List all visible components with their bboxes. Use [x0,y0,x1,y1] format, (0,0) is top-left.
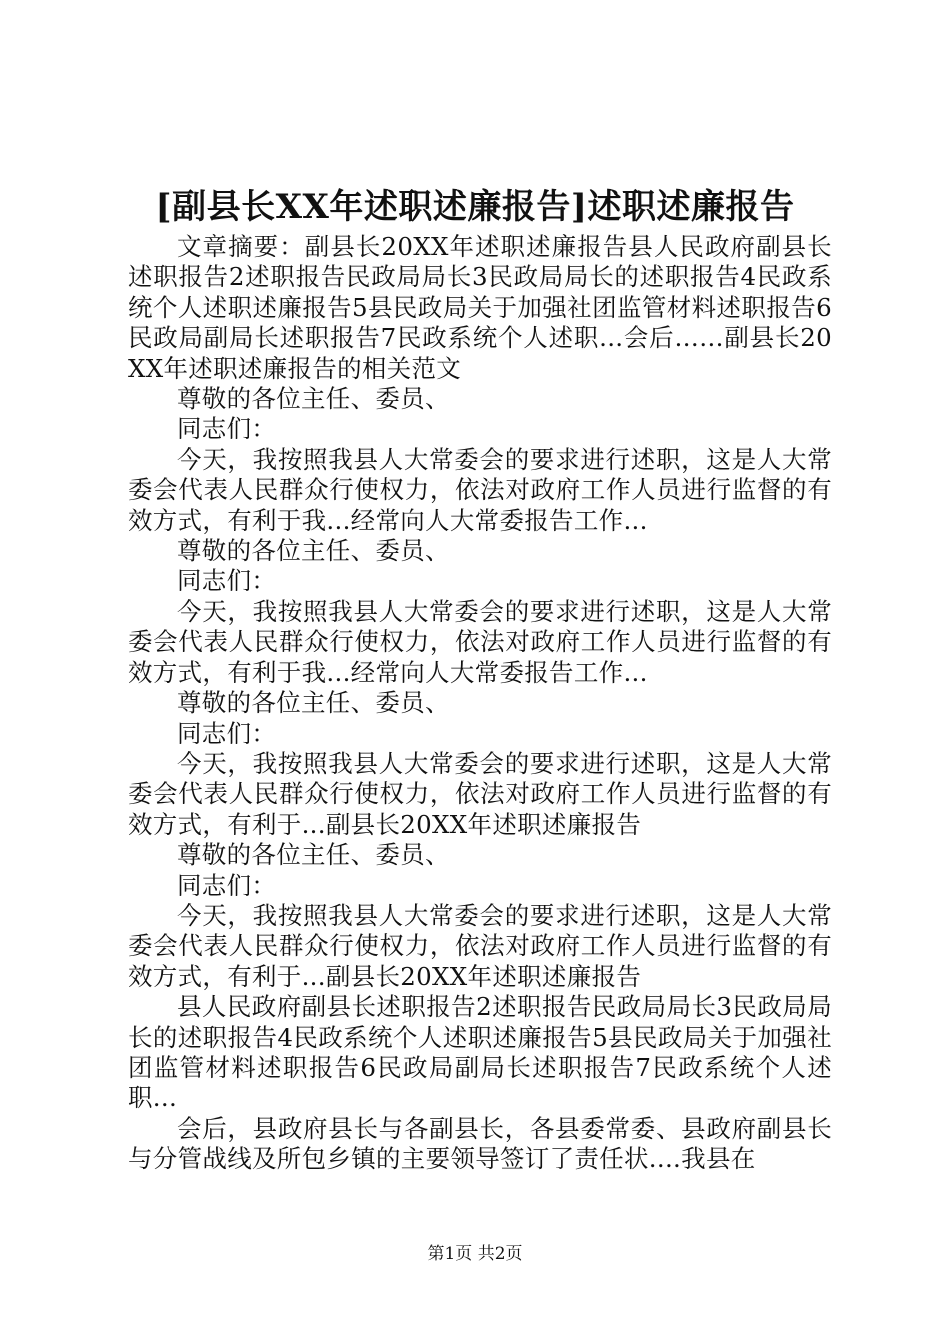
body-paragraph: 今天，我按照我县人大常委会的要求进行述职，这是人大常委会代表人民群众行使权力，依法对政府工作人员进行监督的有效方式，有利于...副县长20XX年述职述廉报告 [128,900,832,991]
body-paragraph: 会后，县政府县长与各副县长，各县委常委、县政府副县长与分管战线及所包乡镇的主要领导签订了责任状....我县在 [128,1113,832,1174]
document-body [128,232,832,1175]
body-paragraph: 县人民政府副县长述职报告2述职报告民政局局长3民政局局长的述职报告4民政系统个人述职述廉报告5县民政局关于加强社团监管材料述职报告6民政局副局长述职报告7民政系统个人述职... [128,992,832,1113]
body-paragraph: 今天，我按照我县人大常委会的要求进行述职，这是人大常委会代表人民群众行使权力，依法对政府工作人员进行监督的有效方式，有利于...副县长20XX年述职述廉报告 [128,748,832,839]
abstract-paragraph: 文章摘要：副县长20XX年述职述廉报告县人民政府副县长述职报告2述职报告民政局局长3民政局局长的述职报告4民政系统个人述职述廉报告5县民政局关于加强社团监管材料述职报告6民政局副局长述职报告7民政系统个人述职...会后……副县长20XX年述职述廉报告的相关范文 [128,232,832,383]
salutation-line: 尊敬的各位主任、委员、 [177,688,450,718]
salutation-line: 同志们： [177,718,277,748]
salutation-line: 同志们： [177,414,277,444]
salutation-line: 尊敬的各位主任、委员、 [177,384,450,414]
salutation-line: 尊敬的各位主任、委员、 [177,536,450,566]
body-paragraph: 今天，我按照我县人大常委会的要求进行述职，这是人大常委会代表人民群众行使权力，依法对政府工作人员进行监督的有效方式，有利于我...经常向人大常委报告工作... [128,596,832,687]
salutation-line: 同志们： [177,566,277,596]
document-title: [副县长XX年述职述廉报告]述职述廉报告 [155,187,795,227]
page-number-footer: 第1页 共2页 [427,1244,523,1264]
body-paragraph: 今天，我按照我县人大常委会的要求进行述职，这是人大常委会代表人民群众行使权力，依法对政府工作人员进行监督的有效方式，有利于我...经常向人大常委报告工作... [128,444,832,535]
salutation-line: 同志们： [177,870,277,900]
salutation-line: 尊敬的各位主任、委员、 [177,840,450,870]
